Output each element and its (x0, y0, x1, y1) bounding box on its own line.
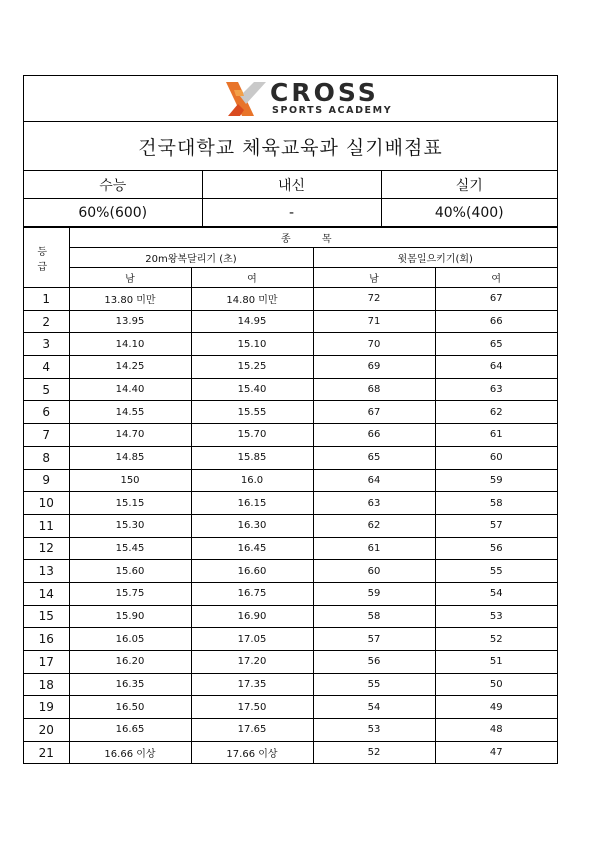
gender-label: 여 (191, 268, 313, 288)
score-cell: 17.05 (191, 628, 313, 651)
score-cell: 67 (313, 401, 435, 424)
grade-cell: 9 (24, 469, 69, 492)
table-row (24, 446, 557, 469)
summary-header: 수능 (24, 171, 202, 199)
score-cell: 63 (435, 378, 557, 401)
score-cell: 15.55 (191, 401, 313, 424)
score-cell: 17.20 (191, 651, 313, 674)
score-cell: 15.75 (69, 582, 191, 605)
score-cell: 16.20 (69, 651, 191, 674)
score-cell: 50 (435, 673, 557, 696)
score-table (24, 227, 557, 763)
grade-header: 등 급 (24, 228, 69, 288)
gender-label: 남 (69, 268, 191, 288)
score-cell: 14.40 (69, 378, 191, 401)
score-cell: 17.65 (191, 719, 313, 742)
score-cell: 62 (313, 514, 435, 537)
event-names-row (24, 248, 557, 268)
score-cell: 64 (435, 356, 557, 379)
score-cell: 15.60 (69, 560, 191, 583)
table-row (24, 288, 557, 311)
score-cell: 15.30 (69, 514, 191, 537)
events-header: 종 목 (69, 228, 557, 248)
score-cell: 14.85 (69, 446, 191, 469)
score-cell: 14.55 (69, 401, 191, 424)
score-cell: 69 (313, 356, 435, 379)
summary-header: 내신 (202, 171, 381, 199)
score-cell: 16.65 (69, 719, 191, 742)
table-row (24, 651, 557, 674)
table-row (24, 514, 557, 537)
score-cell: 63 (313, 492, 435, 515)
score-cell: 56 (435, 537, 557, 560)
score-cell: 60 (313, 560, 435, 583)
score-cell: 53 (435, 605, 557, 628)
table-row (24, 673, 557, 696)
grade-cell: 8 (24, 446, 69, 469)
grade-cell: 3 (24, 333, 69, 356)
score-cell: 16.35 (69, 673, 191, 696)
score-cell: 57 (435, 514, 557, 537)
score-cell: 16.15 (191, 492, 313, 515)
score-cell: 16.0 (191, 469, 313, 492)
table-row (24, 378, 557, 401)
logo-name: CROSS (270, 78, 379, 107)
grade-cell: 2 (24, 310, 69, 333)
score-cell: 59 (313, 582, 435, 605)
grade-cell: 10 (24, 492, 69, 515)
score-cell: 16.60 (191, 560, 313, 583)
gender-label: 여 (435, 268, 557, 288)
table-row (24, 424, 557, 447)
score-cell: 59 (435, 469, 557, 492)
grade-cell: 7 (24, 424, 69, 447)
score-cell: 15.40 (191, 378, 313, 401)
score-cell: 48 (435, 719, 557, 742)
score-cell: 16.75 (191, 582, 313, 605)
grade-cell: 11 (24, 514, 69, 537)
summary-header-row (24, 171, 557, 199)
score-cell: 58 (435, 492, 557, 515)
score-cell: 15.25 (191, 356, 313, 379)
logo-subtitle: SPORTS ACADEMY (272, 105, 393, 116)
grade-cell: 13 (24, 560, 69, 583)
score-cell: 54 (435, 582, 557, 605)
score-cell: 56 (313, 651, 435, 674)
score-cell: 17.66 이상 (191, 741, 313, 763)
summary-value-row (24, 199, 557, 227)
score-cell: 17.35 (191, 673, 313, 696)
score-cell: 49 (435, 696, 557, 719)
score-cell: 53 (313, 719, 435, 742)
score-cell: 62 (435, 401, 557, 424)
score-cell: 54 (313, 696, 435, 719)
score-cell: 67 (435, 288, 557, 311)
score-cell: 52 (435, 628, 557, 651)
table-row (24, 696, 557, 719)
score-cell: 72 (313, 288, 435, 311)
grade-cell: 12 (24, 537, 69, 560)
event-name: 윗몸일으키기(회) (313, 248, 557, 268)
grade-cell: 15 (24, 605, 69, 628)
grade-cell: 4 (24, 356, 69, 379)
score-cell: 13.95 (69, 310, 191, 333)
score-cell: 64 (313, 469, 435, 492)
grade-cell: 5 (24, 378, 69, 401)
score-cell: 14.10 (69, 333, 191, 356)
cross-logo (224, 80, 404, 118)
event-name: 20m왕복달리기 (초) (69, 248, 313, 268)
score-cell: 13.80 미만 (69, 288, 191, 311)
table-row (24, 356, 557, 379)
summary-header: 실기 (381, 171, 557, 199)
table-row (24, 605, 557, 628)
score-cell: 15.90 (69, 605, 191, 628)
page-title: 건국대학교 체육교육과 실기배점표 (24, 122, 557, 171)
grade-cell: 16 (24, 628, 69, 651)
score-cell: 16.05 (69, 628, 191, 651)
score-cell: 16.30 (191, 514, 313, 537)
grade-cell: 1 (24, 288, 69, 311)
cross-x-icon (224, 80, 268, 118)
grade-cell: 6 (24, 401, 69, 424)
score-cell: 61 (435, 424, 557, 447)
score-cell: 66 (313, 424, 435, 447)
table-row (24, 628, 557, 651)
table-row (24, 469, 557, 492)
score-cell: 150 (69, 469, 191, 492)
gender-row (24, 268, 557, 288)
score-cell: 47 (435, 741, 557, 763)
table-row (24, 582, 557, 605)
score-sheet (23, 75, 558, 764)
grade-cell: 17 (24, 651, 69, 674)
score-cell: 16.90 (191, 605, 313, 628)
grade-cell: 21 (24, 741, 69, 763)
score-rows (24, 288, 557, 764)
logo-area (24, 76, 557, 122)
grade-cell: 19 (24, 696, 69, 719)
score-cell: 15.15 (69, 492, 191, 515)
summary-table (24, 171, 557, 227)
table-row (24, 560, 557, 583)
grade-cell: 18 (24, 673, 69, 696)
score-cell: 52 (313, 741, 435, 763)
table-row (24, 310, 557, 333)
table-row (24, 492, 557, 515)
score-cell: 14.80 미만 (191, 288, 313, 311)
score-cell: 16.45 (191, 537, 313, 560)
score-cell: 15.70 (191, 424, 313, 447)
score-cell: 55 (435, 560, 557, 583)
score-cell: 66 (435, 310, 557, 333)
score-cell: 65 (435, 333, 557, 356)
score-cell: 70 (313, 333, 435, 356)
summary-value: 40%(400) (381, 199, 557, 227)
score-cell: 55 (313, 673, 435, 696)
score-cell: 57 (313, 628, 435, 651)
table-row (24, 537, 557, 560)
table-row (24, 719, 557, 742)
table-row (24, 333, 557, 356)
score-cell: 15.85 (191, 446, 313, 469)
grade-cell: 14 (24, 582, 69, 605)
score-cell: 14.25 (69, 356, 191, 379)
score-cell: 51 (435, 651, 557, 674)
grade-cell: 20 (24, 719, 69, 742)
summary-value: 60%(600) (24, 199, 202, 227)
score-cell: 71 (313, 310, 435, 333)
score-cell: 14.70 (69, 424, 191, 447)
score-cell: 61 (313, 537, 435, 560)
score-cell: 15.45 (69, 537, 191, 560)
score-cell: 15.10 (191, 333, 313, 356)
score-cell: 17.50 (191, 696, 313, 719)
score-cell: 58 (313, 605, 435, 628)
table-row (24, 401, 557, 424)
gender-label: 남 (313, 268, 435, 288)
summary-value: - (202, 199, 381, 227)
score-cell: 68 (313, 378, 435, 401)
table-row (24, 741, 557, 763)
score-cell: 16.50 (69, 696, 191, 719)
events-header-row (24, 228, 557, 248)
score-cell: 16.66 이상 (69, 741, 191, 763)
score-cell: 65 (313, 446, 435, 469)
score-cell: 60 (435, 446, 557, 469)
score-cell: 14.95 (191, 310, 313, 333)
